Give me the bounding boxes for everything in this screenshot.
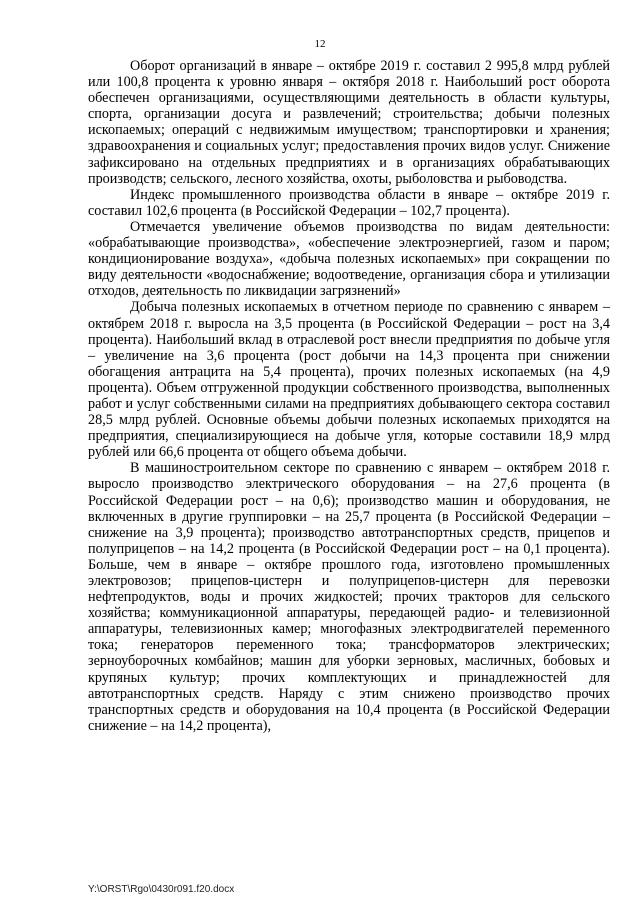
page-number: 12 (314, 38, 326, 50)
paragraph-mining: Добыча полезных ископаемых в отчетном периоде по сравнению с январем – октябрем 2018 г. выросла на 3,5 процента (в Российской Федерации – рост на 3,4 процента). Наибольший вклад в отраслевой рост внесли предприятия по добыче угля – увеличение на 3,6 процента (рост добычи на 14,3 процента при снижении обогащения антрацита на 5,4 процента), прочих полезных ископаемых (на 4,9 процента). Объем отгруженной продукции собственного производства, выполненных работ и услуг собственными силами на предприятиях добывающего сектора составил 28,5 млрд рублей. Основные объемы добычи полезных ископаемых приходятся на предприятия, специализирующиеся на добыче угля, которые составили 18,9 млрд рублей или 66,6 процента от общего объема добычи. (88, 299, 610, 461)
paragraph-turnover: Оборот организаций в январе – октябре 2019 г. составил 2 995,8 млрд рублей или 100,8 процента к уровню января – октября 2018 г. Наибольший рост оборота обеспечен организациями, осуществляющими деятельность в области культуры, спорта, организации досуга и развлечений; строительства; добычи полезных ископаемых; операций с недвижимым имуществом; транспортировки и хранения; здравоохранения и социальных услуг; предоставления прочих видов услуг. Снижение зафиксировано на отдельных предприятиях и в организациях обрабатывающих производств; сельского, лесного хозяйства, охоты, рыболовства и рыбоводства. (88, 58, 610, 187)
paragraph-machine-building: В машиностроительном секторе по сравнению с январем – октябрем 2018 г. выросло производство электрического оборудования – на 27,6 процента (в Российской Федерации рост – на 0,6); производство машин и оборудования, не включенных в другие группировки – на 25,7 процента (в Российской Федерации – снижение на 3,9 процента); производство автотранспортных средств, прицепов и полуприцепов – на 14,2 процента (в Российской Федерации рост – на 0,1 процента). Больше, чем в январе – октябре прошлого года, изготовлено промышленных электровозов; прицепов-цистерн и полуприцепов-цистерн для перевозки нефтепродуктов, воды и прочих жидкостей; прочих тракторов для сельского хозяйства; коммуникационной аппаратуры, передающей радио- и телевизионной аппаратуры, телевизионных камер; многофазных электродвигателей переменного тока; генераторов переменного тока; трансформаторов электрических; зерноуборочных комбайнов; машин для уборки зерновых, масличных, бобовых и крупяных культур; прочих комплектующих и принадлежностей для автотранспортных средств. Наряду с этим снижено производство прочих транспортных средств и оборудования на 10,4 процента (в Российской Федерации снижение – на 14,2 процента), (88, 460, 610, 734)
document-body (88, 58, 610, 734)
paragraph-production-growth: Отмечается увеличение объемов производства по видам деятельности: «обрабатывающие производства», «обеспечение электроэнергией, газом и паром; кондиционирование воздуха», «добыча полезных ископаемых» при сокращении по виду деятельности «водоснабжение; водоотведение, организация сбора и утилизации отходов, деятельность по ликвидации загрязнений» (88, 218, 610, 300)
paragraph-industrial-index: Индекс промышленного производства области в январе – октябре 2019 г. составил 102,6 процента (в Российской Федерации – 102,7 процента). (88, 186, 610, 219)
footer-file-path: Y:\ORST\Rgo\0430r091.f20.docx (88, 884, 235, 895)
